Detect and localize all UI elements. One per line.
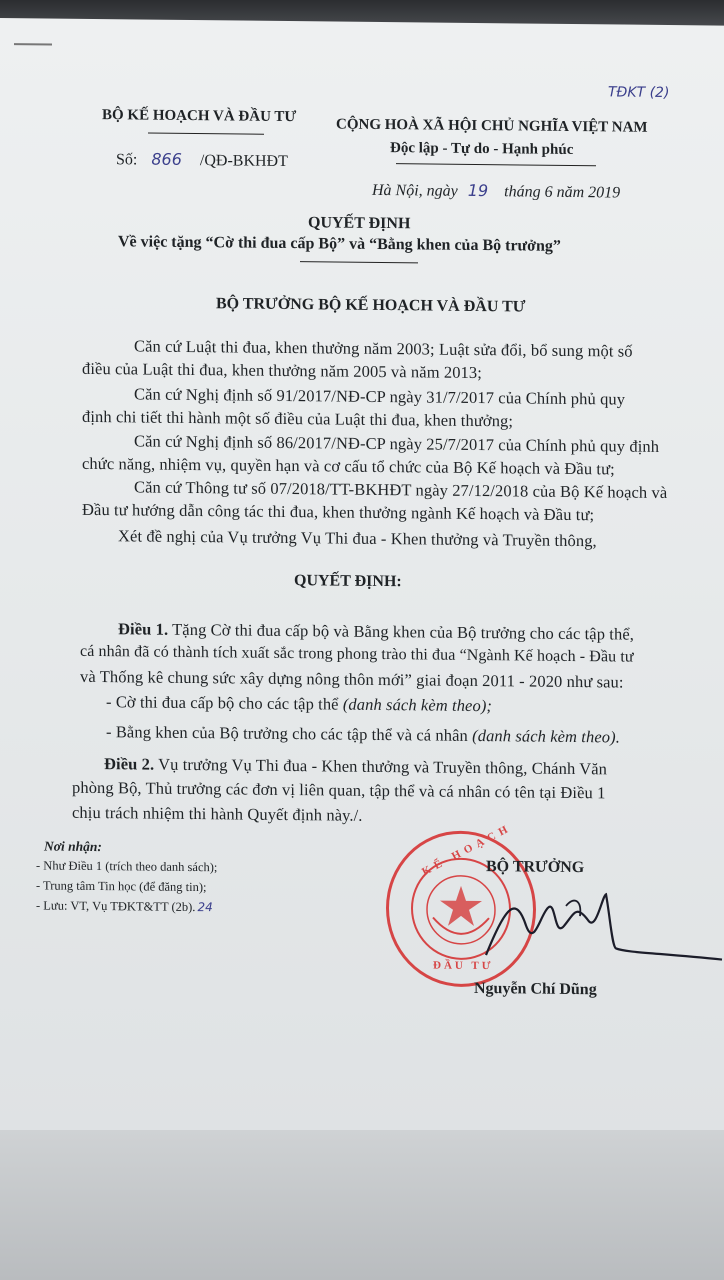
preamble-line: Căn cứ Nghị định số 86/2017/NĐ-CP ngày 25/7/2017 của Chính phủ quy định <box>134 431 660 456</box>
article-2-line-2: phòng Bộ, Thủ trưởng các đơn vị liên quan, tập thể và cá nhân có tên tại Điều 1 <box>72 777 606 803</box>
preamble-line: Căn cứ Luật thi đua, khen thưởng năm 2003; Luật sửa đổi, bổ sung một số <box>134 336 633 361</box>
recipients-heading: Nơi nhận: <box>44 838 102 855</box>
recipient-item: - Trung tâm Tin học (để đăng tin); <box>36 878 207 895</box>
item-2-note: (danh sách kèm theo). <box>472 725 620 747</box>
article-1-line-2: cá nhân đã có thành tích xuất sắc trong phong trào thi đua “Ngành Kế hoạch - Đầu tư <box>80 642 634 666</box>
number-suffix: /QĐ-BKHĐT <box>199 152 288 171</box>
issuing-authority: BỘ TRƯỞNG BỘ KẾ HOẠCH VÀ ĐẦU TƯ <box>216 295 526 316</box>
article-2-line-3: chịu trách nhiệm thi hành Quyết định này./. <box>72 802 363 825</box>
article-2-label: Điều 2. <box>104 754 155 774</box>
desk-background-bottom <box>0 1130 724 1280</box>
date-day-handwritten: 19 <box>467 180 489 201</box>
item-1-note: (danh sách kèm theo); <box>342 694 493 716</box>
preamble-line: Căn cứ Nghị định số 91/2017/NĐ-CP ngày 31/7/2017 của Chính phủ quy <box>134 384 626 409</box>
article-1-label: Điều 1. <box>118 619 169 639</box>
article-1-text: Tặng Cờ thi đua cấp bộ và Bằng khen của Bộ trưởng cho các tập thể, <box>168 619 634 644</box>
corner-handwritten-note: TĐKT (2) <box>608 84 670 102</box>
preamble-line: Căn cứ Thông tư số 07/2018/TT-BKHĐT ngày 27/12/2018 của Bộ Kế hoạch và <box>134 477 668 502</box>
motto-underline <box>396 163 596 166</box>
date-suffix: tháng 6 năm 2019 <box>504 183 621 202</box>
seal-bottom-text: ĐẦU TƯ <box>433 959 494 973</box>
article-1-line-3: và Thống kê chung sức xây dựng nông thôn mới” giai đoạn 2011 - 2020 như sau: <box>80 666 624 692</box>
country-name: CỘNG HOÀ XÃ HỘI CHỦ NGHĨA VIỆT NAM <box>336 116 648 136</box>
number-prefix: Số: <box>116 151 138 169</box>
decision-heading: QUYẾT ĐỊNH: <box>294 572 402 591</box>
document-title: QUYẾT ĐỊNH <box>308 214 411 233</box>
ministry-name: BỘ KẾ HOẠCH VÀ ĐẦU TƯ <box>102 107 297 126</box>
date-prefix: Hà Nội, ngày <box>372 181 458 200</box>
signer-name: Nguyễn Chí Dũng <box>474 979 597 999</box>
national-motto: Độc lập - Tự do - Hạnh phúc <box>390 140 574 159</box>
item-1-text: - Cờ thi đua cấp bộ cho các tập thể <box>106 692 343 714</box>
recipient-item <box>36 898 213 915</box>
ministry-underline <box>148 133 264 135</box>
preamble-line: điều của Luật thi đua, khen thưởng năm 2005 và năm 2013; <box>82 358 482 383</box>
preamble-line: chức năng, nhiệm vụ, quyền hạn và cơ cấu tổ chức của Bộ Kế hoạch và Đầu tư; <box>82 453 615 479</box>
recipient-hand-mark: 24 <box>197 900 213 915</box>
recipient-archive: - Lưu: VT, Vụ TĐKT&TT (2b). <box>36 898 196 915</box>
handwritten-signature-icon <box>456 885 724 988</box>
article-2-text: Vụ trưởng Vụ Thi đua - Khen thưởng và Truyền thông, Chánh Văn <box>154 754 608 779</box>
seal-top-text: KẾ HOẠCH <box>420 821 515 879</box>
number-handwritten: 866 <box>151 149 182 169</box>
preamble-line: Đầu tư hướng dẫn công tác thi đua, khen thưởng ngành Kế hoạch và Đầu tư; <box>82 499 595 525</box>
preamble-line: Xét đề nghị của Vụ trưởng Vụ Thi đua - Khen thưởng và Truyền thông, <box>118 526 597 551</box>
item-2-text: - Bằng khen của Bộ trưởng cho các tập thể và cá nhân <box>106 722 473 745</box>
issue-date <box>372 180 620 203</box>
article-2-line-1 <box>104 754 607 779</box>
subject-underline <box>300 261 418 263</box>
article-1-item-1 <box>106 692 492 716</box>
signer-title: BỘ TRƯỞNG <box>486 858 585 877</box>
preamble-line: định chi tiết thi hành một số điều của Luật thi đua, khen thưởng; <box>82 406 514 431</box>
document-page <box>0 18 724 1141</box>
article-1-item-2 <box>106 722 620 747</box>
document-number <box>116 149 288 171</box>
recipient-item: - Như Điều 1 (trích theo danh sách); <box>36 858 218 875</box>
article-1-line-1 <box>118 619 634 644</box>
page-edge-mark <box>14 43 52 45</box>
document-subject: Về việc tặng “Cờ thi đua cấp Bộ” và “Bằng khen của Bộ trưởng” <box>118 233 561 255</box>
